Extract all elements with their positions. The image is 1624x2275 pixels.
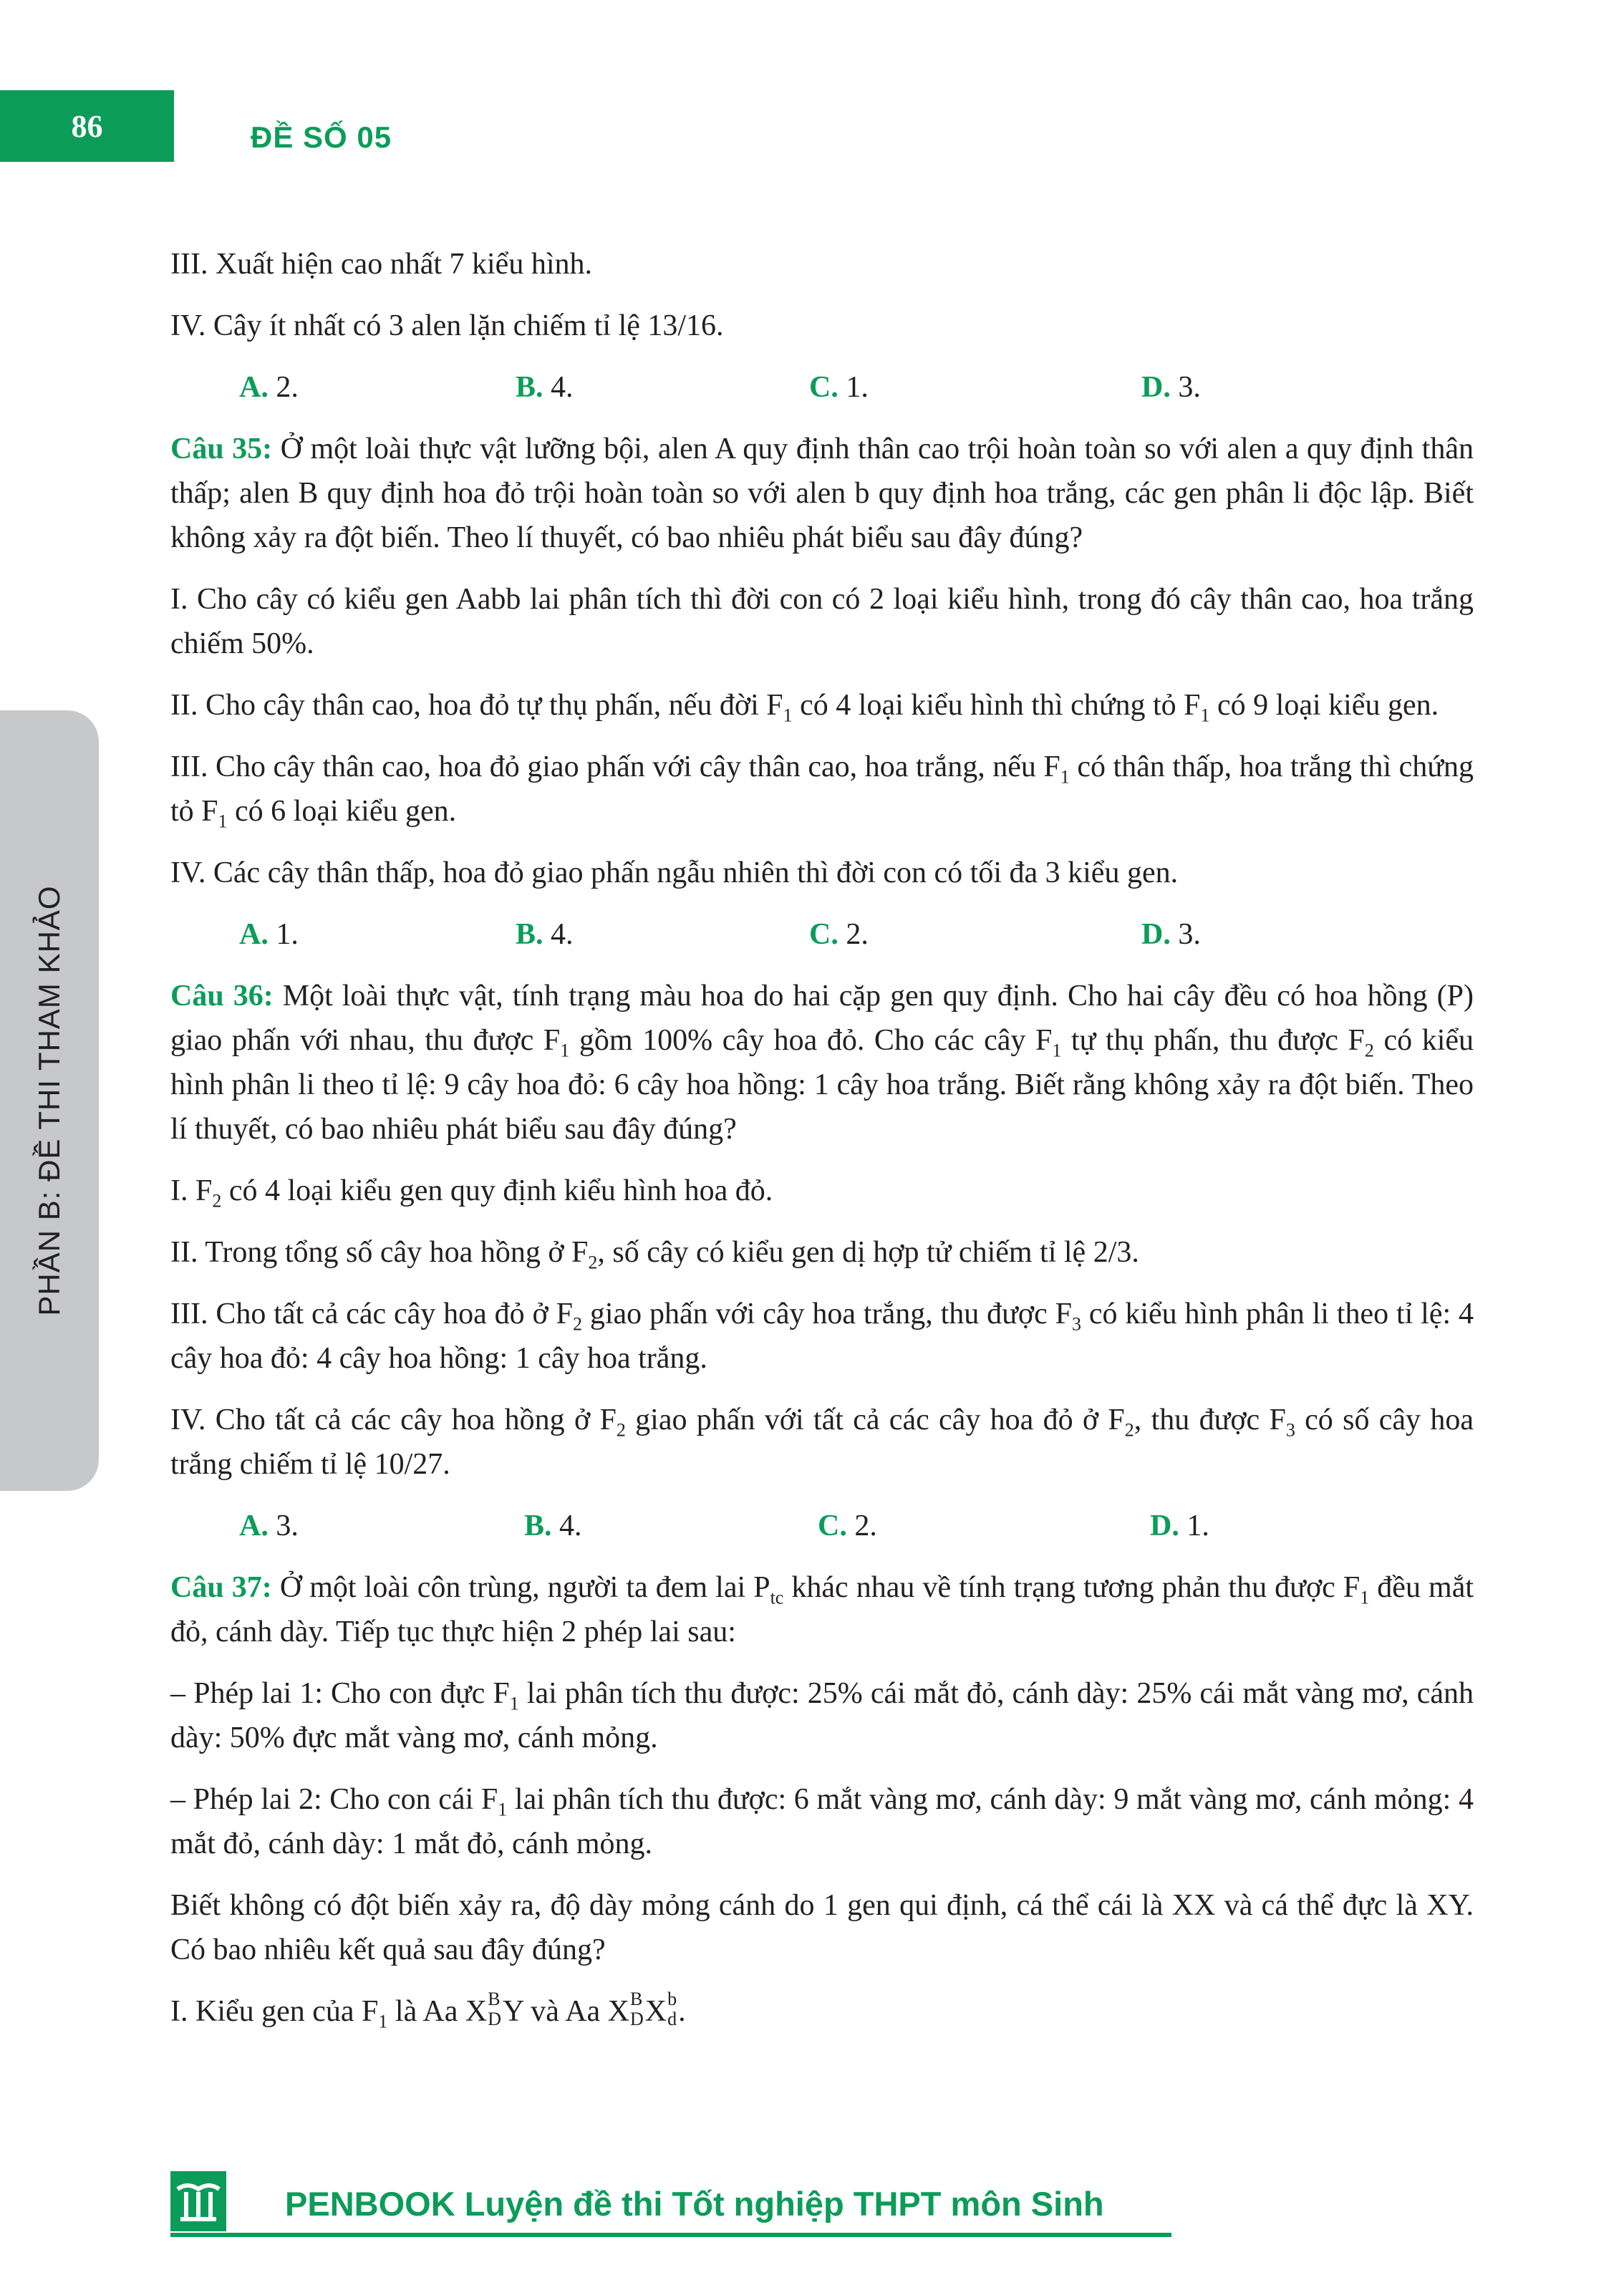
allele-stack-2: B D bbox=[629, 1989, 644, 2030]
q35-statement-3: III. Cho cây thân cao, hoa đỏ giao phấn với cây thân cao, hoa trắng, nếu $F_1$ có thân thấp, hoa trắng thì chứng tỏ $F_1$ có 6 loại kiểu gen. bbox=[170, 750, 1474, 832]
q34-statement-4: IV. Cây ít nhất có 3 alen lặn chiếm tỉ lệ 13/16. bbox=[170, 309, 724, 342]
q34-option-a[interactable]: A. 2. bbox=[239, 371, 299, 404]
exam-title: ĐỀ SỐ 05 bbox=[251, 120, 392, 154]
footer-title: PENBOOK Luyện đề thi Tốt nghiệp THPT môn Sinh bbox=[285, 2185, 1104, 2223]
page-number: 86 bbox=[0, 90, 174, 162]
q35-statement-2: II. Cho cây thân cao, hoa đỏ tự thụ phấn, nếu đời $F_1$ có 4 loại kiểu hình thì chứng tỏ $F_1$ có 9 loại kiểu gen. bbox=[170, 689, 1439, 726]
page-content bbox=[170, 242, 1474, 2051]
q36-statement-4: IV. Cho tất cả các cây hoa hồng ở $F_2$ giao phấn với tất cả các cây hoa đỏ ở $F_2$, thu được $F_3$ có số cây hoa trắng chiếm tỉ lệ 10/27. bbox=[170, 1404, 1474, 1481]
q34-option-c[interactable]: C. 1. bbox=[809, 371, 869, 404]
q34-option-b[interactable]: B. 4. bbox=[516, 371, 574, 404]
q34-option-d[interactable]: D. 3. bbox=[1141, 371, 1201, 404]
q36-option-d[interactable]: D. 1. bbox=[1150, 1510, 1209, 1542]
q36-label: Câu 36: bbox=[170, 980, 274, 1013]
q36-option-a[interactable]: A. 3. bbox=[239, 1510, 299, 1542]
gene-x-1: X bbox=[465, 1995, 488, 2028]
q36-stem: Câu 36: Một loài thực vật, tính trạng màu hoa do hai cặp gen quy định. Cho hai cây đều có hoa hồng (P) giao phấn với nhau, thu được $F_1$ gồm 100% cây hoa đỏ. Cho các cây $F_1$ tự thụ phấn, thu được $F_2$ có kiểu hình phân li theo tỉ lệ: 9 cây hoa đỏ: 6 cây hoa hồng: 1 cây hoa trắng. Biết rằng không xảy ra đột biến. Theo lí thuyết, có bao nhiêu phát biểu sau đây đúng? bbox=[170, 980, 1474, 1146]
q37-note: Biết không có đột biến xảy ra, độ dày mỏng cánh do 1 gen qui định, cá thể cái là XX và cá thể đực là XY. Có bao nhiêu kết quả sau đây đúng? bbox=[170, 1889, 1474, 1966]
q37-cross-1: – Phép lai 1: Cho con đực $F_1$ lai phân tích thu được: 25% cái mắt đỏ, cánh dày: 25% cái mắt vàng mơ, cánh dày: 50% đực mắt vàng mơ, cánh mỏng. bbox=[170, 1677, 1474, 1754]
side-tab-label: PHẦN B: ĐỀ THI THAM KHẢO bbox=[32, 885, 66, 1316]
q35-statement-4: IV. Các cây thân thấp, hoa đỏ giao phấn ngẫu nhiên thì đời con có tối đa 3 kiểu gen. bbox=[170, 856, 1179, 889]
q34-options bbox=[170, 365, 1474, 410]
q35-option-d[interactable]: D. 3. bbox=[1141, 918, 1201, 951]
q36-statement-3: III. Cho tất cả các cây hoa đỏ ở $F_2$ giao phấn với cây hoa trắng, thu được $F_3$ có kiểu hình phân li theo tỉ lệ: 4 cây hoa đỏ: 4 cây hoa hồng: 1 cây hoa trắng. bbox=[170, 1298, 1474, 1375]
q36-statement-1: I. $F_2$ có 4 loại kiểu gen quy định kiểu hình hoa đỏ. bbox=[170, 1174, 773, 1212]
q36-statement-2: II. Trong tổng số cây hoa hồng ở $F_2$, số cây có kiểu gen dị hợp tử chiếm tỉ lệ 2/3. bbox=[170, 1236, 1139, 1273]
q35-option-b[interactable]: B. 4. bbox=[516, 918, 574, 951]
book-logo-icon bbox=[173, 2176, 223, 2226]
allele-stack-3: b d bbox=[667, 1989, 677, 2030]
q37-label: Câu 37: bbox=[170, 1571, 272, 1604]
q36-options bbox=[170, 1504, 1474, 1548]
q37-stem: Câu 37: Ở một loài côn trùng, người ta đem lai $P_{tc}$ khác nhau về tính trạng tương phản thu được $F_1$ đều mắt đỏ, cánh dày. Tiếp tục thực hiện 2 phép lai sau: bbox=[170, 1571, 1474, 1648]
allele-stack-1: B D bbox=[488, 1989, 502, 2030]
q35-options bbox=[170, 912, 1474, 957]
q35-statement-1: I. Cho cây có kiểu gen Aabb lai phân tích thì đời con có 2 loại kiểu hình, trong đó cây thân cao, hoa trắng chiếm 50%. bbox=[170, 583, 1474, 660]
q36-option-b[interactable]: B. 4. bbox=[524, 1510, 582, 1542]
q35-option-a[interactable]: A. 1. bbox=[239, 918, 299, 951]
q37-cross-2: – Phép lai 2: Cho con cái $F_1$ lai phân tích thu được: 6 mắt vàng mơ, cánh dày: 9 mắt vàng mơ, cánh mỏng: 4 mắt đỏ, cánh dày: 1 mắt đỏ, cánh mỏng. bbox=[170, 1783, 1474, 1860]
q37-statement-1: I. Kiểu gen của $F_1$ là Aa X B D Y và Aa X B D X b d . bbox=[170, 1989, 686, 2032]
gene-x-2: X bbox=[607, 1995, 629, 2028]
q35-option-c[interactable]: C. 2. bbox=[809, 918, 869, 951]
q35-stem: Câu 35: Ở một loài thực vật lưỡng bội, alen A quy định thân cao trội hoàn toàn so với alen a quy định thân thấp; alen B quy định hoa đỏ trội hoàn toàn so với alen b quy định hoa trắng, các gen phân li độc lập. Biết không xảy ra đột biến. Theo lí thuyết, có bao nhiêu phát biểu sau đây đúng? bbox=[170, 433, 1474, 554]
penbook-logo bbox=[170, 2171, 226, 2231]
q34-statement-3: III. Xuất hiện cao nhất 7 kiểu hình. bbox=[170, 248, 592, 281]
footer-rule bbox=[170, 2233, 1171, 2237]
q35-label: Câu 35: bbox=[170, 433, 273, 465]
gene-x-3: X bbox=[644, 1995, 667, 2028]
q36-option-c[interactable]: C. 2. bbox=[818, 1510, 877, 1542]
